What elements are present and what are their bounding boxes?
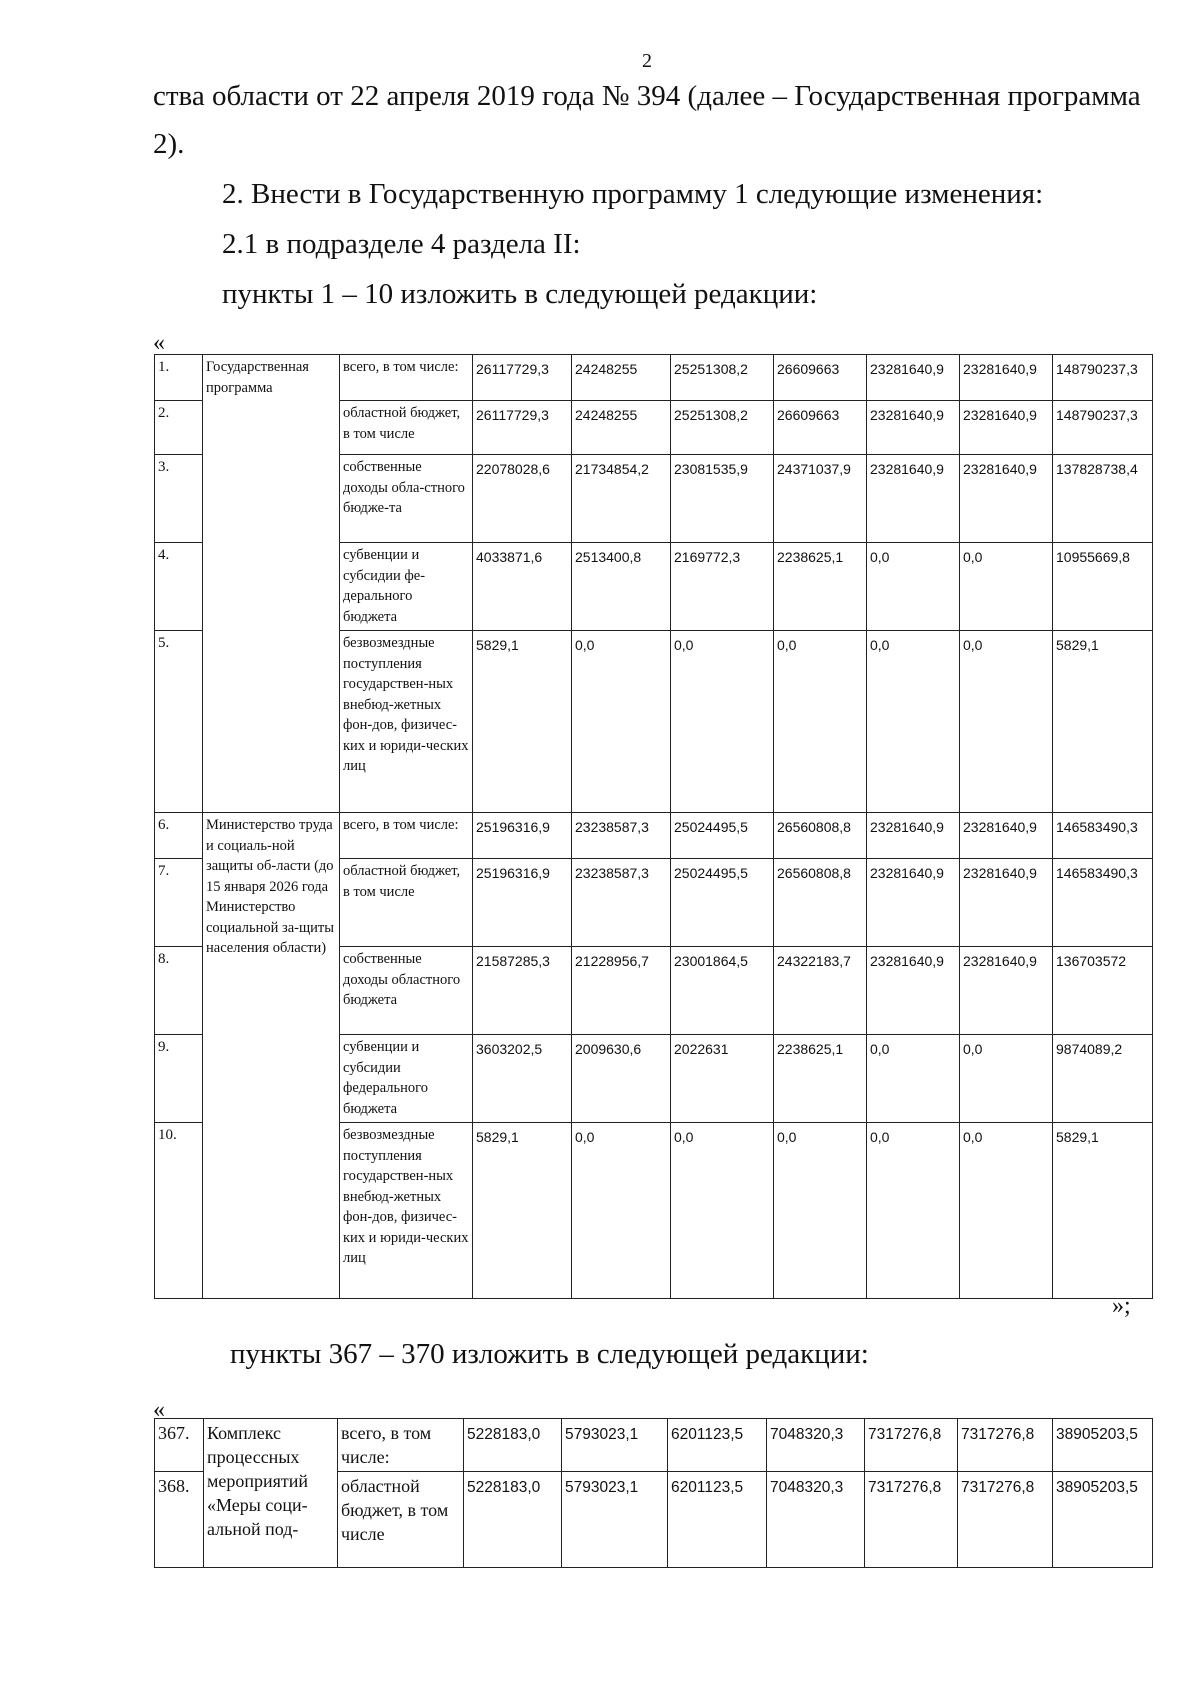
row-number-cell: 9. [155, 1035, 203, 1123]
funding-source-cell: безвозмездные поступления государствен-ных внебюд-жетных фон-дов, физичес-ких и юриди-ческих лиц [340, 631, 473, 813]
executor-name-cell: Министерство труда и социаль-ной защиты об-ласти (до 15 января 2026 года Министерство социальной за-щиты населения области) [203, 813, 340, 1299]
value-cell: 137828738,4 [1053, 455, 1153, 543]
value-cell: 0,0 [960, 1123, 1053, 1299]
value-cell: 23081535,9 [671, 455, 774, 543]
paragraph-line: 2. Внести в Государственную программу 1 следующие изменения: [222, 178, 1044, 210]
value-cell: 23281640,9 [960, 355, 1053, 401]
value-cell: 24322183,7 [774, 947, 867, 1035]
table-row [155, 813, 1153, 859]
value-cell: 0,0 [774, 631, 867, 813]
row-number-cell: 5. [155, 631, 203, 813]
value-cell: 2022631 [671, 1035, 774, 1123]
program-name-cell: Комплекс процессных мероприятий «Меры соци-альной под- [204, 1419, 338, 1568]
page-number: 2 [642, 50, 652, 72]
funding-source-cell: субвенции и субсидии фе-дерального бюджета [340, 543, 473, 631]
funding-source-cell: областной бюджет, в том числе [340, 859, 473, 947]
value-cell: 5228183,0 [464, 1419, 562, 1472]
value-cell: 10955669,8 [1053, 543, 1153, 631]
row-number-cell: 3. [155, 455, 203, 543]
value-cell: 21587285,3 [473, 947, 572, 1035]
value-cell: 6201123,5 [668, 1419, 767, 1472]
opening-quote: « [153, 1397, 165, 1423]
value-cell: 2513400,8 [572, 543, 671, 631]
funding-source-cell: безвозмездные поступления государствен-ных внебюд-жетных фон-дов, физичес-ких и юриди-ческих лиц [340, 1123, 473, 1299]
value-cell: 5829,1 [473, 631, 572, 813]
row-number-cell: 2. [155, 401, 203, 455]
value-cell: 0,0 [671, 631, 774, 813]
value-cell: 0,0 [774, 1123, 867, 1299]
budget-table-2 [154, 1418, 1153, 1568]
budget-table-1 [154, 354, 1153, 1299]
value-cell: 3603202,5 [473, 1035, 572, 1123]
funding-source-cell: субвенции и субсидии федерального бюджета [340, 1035, 473, 1123]
value-cell: 6201123,5 [668, 1472, 767, 1568]
value-cell: 4033871,6 [473, 543, 572, 631]
value-cell: 5829,1 [1053, 631, 1153, 813]
funding-source-cell: областной бюджет, в том числе [338, 1472, 464, 1568]
value-cell: 38905203,5 [1053, 1472, 1153, 1568]
value-cell: 23281640,9 [867, 947, 960, 1035]
value-cell: 23281640,9 [867, 455, 960, 543]
value-cell: 5228183,0 [464, 1472, 562, 1568]
value-cell: 0,0 [867, 1035, 960, 1123]
closing-quote: »; [1112, 1293, 1131, 1319]
value-cell: 25024495,5 [671, 813, 774, 859]
value-cell: 23281640,9 [960, 947, 1053, 1035]
value-cell: 0,0 [960, 543, 1053, 631]
value-cell: 23281640,9 [960, 401, 1053, 455]
value-cell: 148790237,3 [1053, 401, 1153, 455]
value-cell: 25196316,9 [473, 813, 572, 859]
value-cell: 24248255 [572, 401, 671, 455]
paragraph-line: 2). [153, 128, 185, 160]
row-number-cell: 7. [155, 859, 203, 947]
value-cell: 136703572 [1053, 947, 1153, 1035]
value-cell: 25196316,9 [473, 859, 572, 947]
paragraph-line: пункты 1 – 10 изложить в следующей редакции: [222, 278, 818, 310]
paragraph-line: 2.1 в подразделе 4 раздела II: [222, 228, 581, 260]
value-cell: 2169772,3 [671, 543, 774, 631]
value-cell: 5829,1 [1053, 1123, 1153, 1299]
value-cell: 23281640,9 [867, 355, 960, 401]
value-cell: 7048320,3 [767, 1472, 865, 1568]
value-cell: 0,0 [572, 631, 671, 813]
value-cell: 7317276,8 [865, 1472, 958, 1568]
row-number-cell: 10. [155, 1123, 203, 1299]
funding-source-cell: всего, в том числе: [338, 1419, 464, 1472]
value-cell: 26560808,8 [774, 859, 867, 947]
value-cell: 0,0 [671, 1123, 774, 1299]
program-name-cell: Государственная программа [203, 355, 340, 813]
row-number-cell: 4. [155, 543, 203, 631]
value-cell: 23281640,9 [867, 859, 960, 947]
row-number-cell: 8. [155, 947, 203, 1035]
value-cell: 23281640,9 [960, 859, 1053, 947]
value-cell: 26117729,3 [473, 401, 572, 455]
table-row [155, 355, 1153, 401]
value-cell: 0,0 [960, 631, 1053, 813]
value-cell: 2238625,1 [774, 1035, 867, 1123]
value-cell: 2009630,6 [572, 1035, 671, 1123]
paragraph-line: пункты 367 – 370 изложить в следующей редакции: [230, 1338, 869, 1370]
value-cell: 26609663 [774, 401, 867, 455]
value-cell: 0,0 [572, 1123, 671, 1299]
value-cell: 2238625,1 [774, 543, 867, 631]
value-cell: 7048320,3 [767, 1419, 865, 1472]
value-cell: 0,0 [867, 631, 960, 813]
funding-source-cell: собственные доходы областного бюджета [340, 947, 473, 1035]
value-cell: 38905203,5 [1053, 1419, 1153, 1472]
value-cell: 23001864,5 [671, 947, 774, 1035]
value-cell: 7317276,8 [865, 1419, 958, 1472]
value-cell: 25251308,2 [671, 355, 774, 401]
value-cell: 24371037,9 [774, 455, 867, 543]
value-cell: 7317276,8 [958, 1472, 1053, 1568]
value-cell: 23281640,9 [960, 813, 1053, 859]
value-cell: 0,0 [867, 543, 960, 631]
value-cell: 21734854,2 [572, 455, 671, 543]
funding-source-cell: всего, в том числе: [340, 813, 473, 859]
value-cell: 21228956,7 [572, 947, 671, 1035]
value-cell: 23238587,3 [572, 859, 671, 947]
value-cell: 26609663 [774, 355, 867, 401]
value-cell: 26560808,8 [774, 813, 867, 859]
funding-source-cell: областной бюджет, в том числе [340, 401, 473, 455]
value-cell: 23281640,9 [960, 455, 1053, 543]
value-cell: 146583490,3 [1053, 813, 1153, 859]
value-cell: 25024495,5 [671, 859, 774, 947]
value-cell: 146583490,3 [1053, 859, 1153, 947]
value-cell: 25251308,2 [671, 401, 774, 455]
paragraph-line: ства области от 22 апреля 2019 года № 394 (далее – Государственная программа [153, 80, 1141, 112]
value-cell: 9874089,2 [1053, 1035, 1153, 1123]
value-cell: 0,0 [960, 1035, 1053, 1123]
value-cell: 22078028,6 [473, 455, 572, 543]
value-cell: 5829,1 [473, 1123, 572, 1299]
row-number-cell: 1. [155, 355, 203, 401]
funding-source-cell: собственные доходы обла-стного бюдже-та [340, 455, 473, 543]
row-number-cell: 367. [155, 1419, 204, 1472]
value-cell: 23238587,3 [572, 813, 671, 859]
value-cell: 0,0 [867, 1123, 960, 1299]
row-number-cell: 6. [155, 813, 203, 859]
value-cell: 23281640,9 [867, 813, 960, 859]
funding-source-cell: всего, в том числе: [340, 355, 473, 401]
value-cell: 148790237,3 [1053, 355, 1153, 401]
value-cell: 5793023,1 [562, 1472, 668, 1568]
value-cell: 26117729,3 [473, 355, 572, 401]
table-row [155, 1419, 1153, 1472]
value-cell: 7317276,8 [958, 1419, 1053, 1472]
row-number-cell: 368. [155, 1472, 204, 1568]
value-cell: 5793023,1 [562, 1419, 668, 1472]
value-cell: 24248255 [572, 355, 671, 401]
opening-quote: « [153, 330, 165, 356]
value-cell: 23281640,9 [867, 401, 960, 455]
